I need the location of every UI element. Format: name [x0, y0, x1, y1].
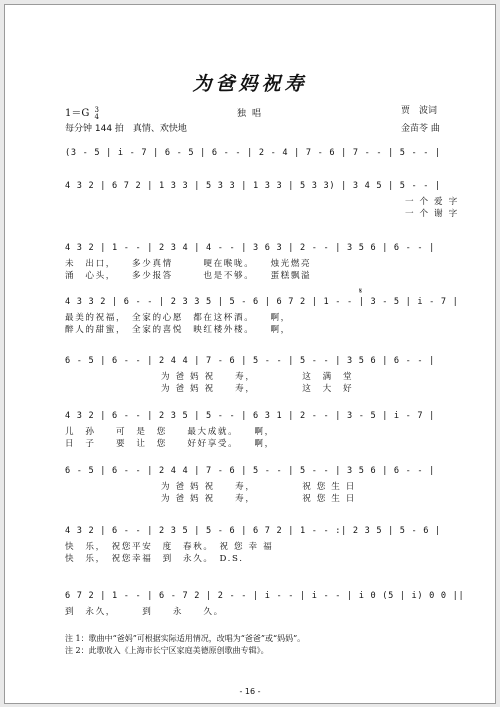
lyric-line: 为 爸 妈 祝 寿， 祝 您 生 日 [161, 494, 356, 504]
lyric-line: 未 出口， 多少真情 哽在喉咙。 烛光燃亮 [65, 259, 312, 269]
lyric-line: 日 子 要 让 您 好好享受。 啊， [65, 439, 275, 449]
notation-line: 6 7 2 | 1 - - | 6 - 7 2 | 2 - - | i - - | i - - | i 0 (5 | i) 0 0 || [65, 591, 465, 601]
lyric-line: 到 永久， 到 永 久。 [65, 607, 224, 617]
lyric-line: 醉人的甜蜜， 全家的喜悦 映红楼外楼。 啊， [65, 325, 291, 335]
lyricist-credit: 贾 波词 [401, 106, 438, 116]
meter-bottom: 4 [94, 112, 100, 121]
lyric-line: 最美的祝福， 全家的心愿 都在这杯酒。 啊， [65, 313, 291, 323]
composer-credit: 金苗苓 曲 [401, 124, 440, 134]
notation-line: 4 3 2 | 6 - - | 2 3 5 | 5 - 6 | 6 7 2 | 1 - - :| 2 3 5 | 5 - 6 | [65, 526, 441, 536]
lyric-line: 快 乐， 祝您幸福 到 永久。 D.S. [65, 554, 244, 564]
notation-line: 4 3 2 | 1 - - | 2 3 4 | 4 - - | 3 6 3 | 2 - - | 3 5 6 | 6 - - | [65, 243, 436, 253]
time-signature [95, 107, 99, 121]
footnote-1: 注 1：歌曲中“爸妈”可根据实际适用情况，改唱为“爸爸”或“妈妈”。 [65, 634, 306, 643]
song-title: 为爸妈祝寿 [192, 73, 308, 95]
lyric-line: 为 爸 妈 祝 寿， 这 大 好 [161, 384, 354, 394]
performance-mode: 独唱 [237, 109, 268, 119]
page-number: - 16 - [239, 687, 261, 696]
key-signature [65, 104, 99, 121]
notation-line: 6 - 5 | 6 - - | 2 4 4 | 7 - 6 | 5 - - | 5 - - | 3 5 6 | 6 - - | [65, 466, 436, 476]
lyric-line: 涌 心头， 多少报答 也是不够。 蛋糕飘溢 [65, 271, 312, 281]
lyric-line: 为 爸 妈 祝 寿， 这 满 堂 [161, 372, 354, 382]
notation-line: 4 3 3 2 | 6 - - | 2 3 3 5 | 5 - 6 | 6 7 2 | 1 - - | 3 - 5 | i - 7 | [65, 297, 459, 307]
tempo-marking: 每分钟 144 拍 真情、欢快地 [65, 124, 187, 134]
score-page [4, 4, 496, 704]
notation-line: 4 3 2 | 6 - - | 2 3 5 | 5 - - | 6 3 1 | 2 - - | 3 - 5 | i - 7 | [65, 411, 436, 421]
footnotes [65, 633, 305, 657]
lyric-line: 一 个 爱 字 [405, 197, 459, 207]
key-label: 1＝G [65, 108, 90, 119]
notation-line: 6 - 5 | 6 - - | 2 4 4 | 7 - 6 | 5 - - | 5 - - | 3 5 6 | 6 - - | [65, 356, 436, 366]
notation-line: 4 3 2 | 6 7 2 | 1 3 3 | 5 3 3 | 1 3 3 | 5 3 3) | 3 4 5 | 5 - - | [65, 181, 441, 191]
segno-sign: 𝄋 [359, 287, 363, 295]
meter-top: 3 [94, 105, 100, 114]
notation-line: (3 - 5 | i - 7 | 6 - 5 | 6 - - | 2 - 4 | 7 - 6 | 7 - - | 5 - - | [65, 148, 441, 158]
lyric-line: 儿 孙 可 是 您 最大成就。 啊， [65, 427, 275, 437]
lyric-line: 快 乐， 祝您平安 度 春秋。 祝 您 幸 福 [65, 542, 274, 552]
footnote-2: 注 2：此歌收入《上海市长宁区家庭美德原创歌曲专辑》。 [65, 646, 269, 655]
lyric-line: 为 爸 妈 祝 寿， 祝 您 生 日 [161, 482, 356, 492]
lyric-line: 一 个 谢 字 [405, 209, 459, 219]
